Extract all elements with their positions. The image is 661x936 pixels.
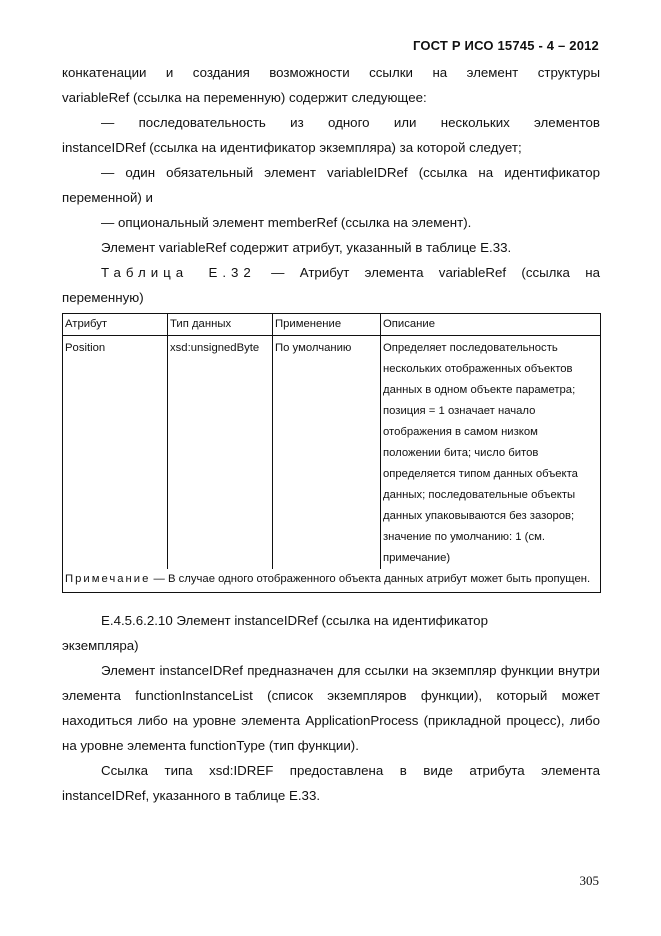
- header-attribute: Атрибут: [63, 314, 168, 336]
- table-caption-line2: переменную): [62, 290, 144, 305]
- bullet-item-1-line2: instanceIDRef (ссылка на идентификатор экземпляра) за которой следует;: [62, 140, 522, 155]
- attribute-table: [62, 313, 601, 593]
- paragraph-idref-type: Ссылка типа xsd:IDREF предоставлена в виде атрибута элемента instanceIDRef, указанного в таблице Е.33.: [62, 763, 600, 803]
- cell-attribute: Position: [63, 336, 168, 570]
- cell-data-type: xsd:unsignedByte: [168, 336, 273, 570]
- bullet-item-1-line1: — последовательность из одного или нескольких элементов: [101, 115, 600, 130]
- paragraph-attribute-ref: Элемент variableRef содержит атрибут, указанный в таблице Е.33.: [101, 240, 512, 255]
- paragraph-instance-ref: Элемент instanceIDRef предназначен для ссылки на экземпляр функции внутри элемента functionInstanceList (список экземпляров функции), который может находиться либо на уровне элемента ApplicationProcess (прикладной процесс), либо на уровне элемента functionType (тип функции).: [62, 663, 600, 753]
- page-number: 305: [579, 873, 599, 888]
- cell-usage: По умолчанию: [273, 336, 381, 570]
- note-text: — В случае одного отображенного объекта данных атрибут может быть пропущен.: [150, 573, 591, 585]
- table-caption-line1: [62, 260, 600, 285]
- paragraph-intro-line2: variableRef (ссылка на переменную) содержит следующее:: [62, 90, 427, 105]
- table-note-row: [63, 569, 601, 593]
- table-note: [63, 569, 601, 593]
- bullet-item-2-line1: — один обязательный элемент variableIDRef (ссылка на идентификатор: [101, 165, 600, 180]
- table-header-row: [63, 314, 601, 336]
- header-data-type: Тип данных: [168, 314, 273, 336]
- table-row: [63, 336, 601, 570]
- document-body: [62, 60, 600, 808]
- table-caption-text: — Атрибут элемента variableRef (ссылка на: [255, 265, 600, 280]
- table-caption-label: Таблица Е.32: [101, 265, 256, 280]
- header-usage: Применение: [273, 314, 381, 336]
- header-description: Описание: [381, 314, 601, 336]
- bullet-item-2-line2: переменной) и: [62, 190, 153, 205]
- standard-identifier: ГОСТ Р ИСО 15745 - 4 – 2012: [412, 38, 599, 53]
- paragraph-intro-line1: конкатенации и создания возможности ссылки на элемент структуры: [62, 65, 600, 80]
- cell-description: Определяет последовательность нескольких отображенных объектов данных в одном объекте параметра; позиция = 1 означает начало отображения в самом низком положении бита; число битов определяется типом данных объекта данных; последовательные объекты данных упаковываются без зазоров; значение по умолчанию: 1 (см. примечание): [381, 336, 601, 570]
- section-heading-line2: экземпляра): [62, 638, 139, 653]
- bullet-item-3: — опциональный элемент memberRef (ссылка на элемент).: [101, 215, 472, 230]
- section-heading-line1: Е.4.5.6.2.10 Элемент instanceIDRef (ссылка на идентификатор: [101, 613, 488, 628]
- note-label: Примечание: [65, 573, 151, 585]
